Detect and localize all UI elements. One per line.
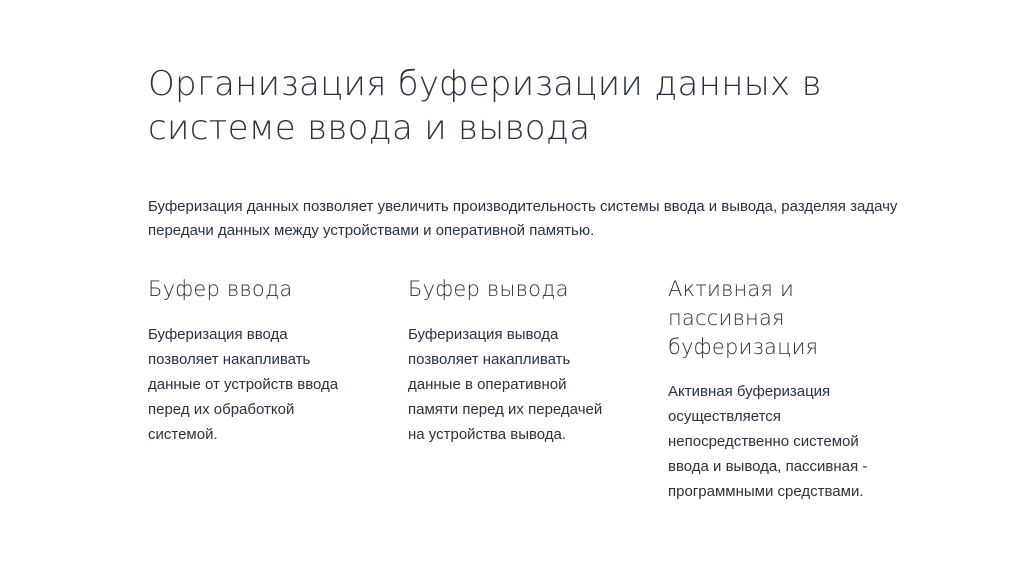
column-active-passive-buffering bbox=[668, 275, 888, 504]
column-heading: Буфер ввода bbox=[148, 277, 293, 301]
slide-title: Организация буферизации данных в системе ввода и вывода bbox=[148, 64, 822, 148]
column-output-buffer bbox=[408, 275, 628, 447]
column-text: Буферизация вывода позволяет накапливать данные в оперативной памяти перед их передачей на устройства вывода. bbox=[408, 326, 603, 443]
column-heading: Буфер вывода bbox=[408, 277, 569, 301]
column-text: Активная буферизация осуществляется непосредственно системой ввода и вывода, пассивная - программными средствами. bbox=[668, 383, 868, 500]
column-text: Буферизация ввода позволяет накапливать данные от устройств ввода перед их обработкой системой. bbox=[148, 326, 339, 443]
intro-paragraph: Буферизация данных позволяет увеличить производительность системы ввода и вывода, разделяя задачу передачи данных между устройствами и оперативной памятью. bbox=[148, 198, 898, 239]
column-heading: Активная и пассивная буферизация bbox=[668, 277, 819, 359]
column-input-buffer bbox=[148, 275, 368, 447]
